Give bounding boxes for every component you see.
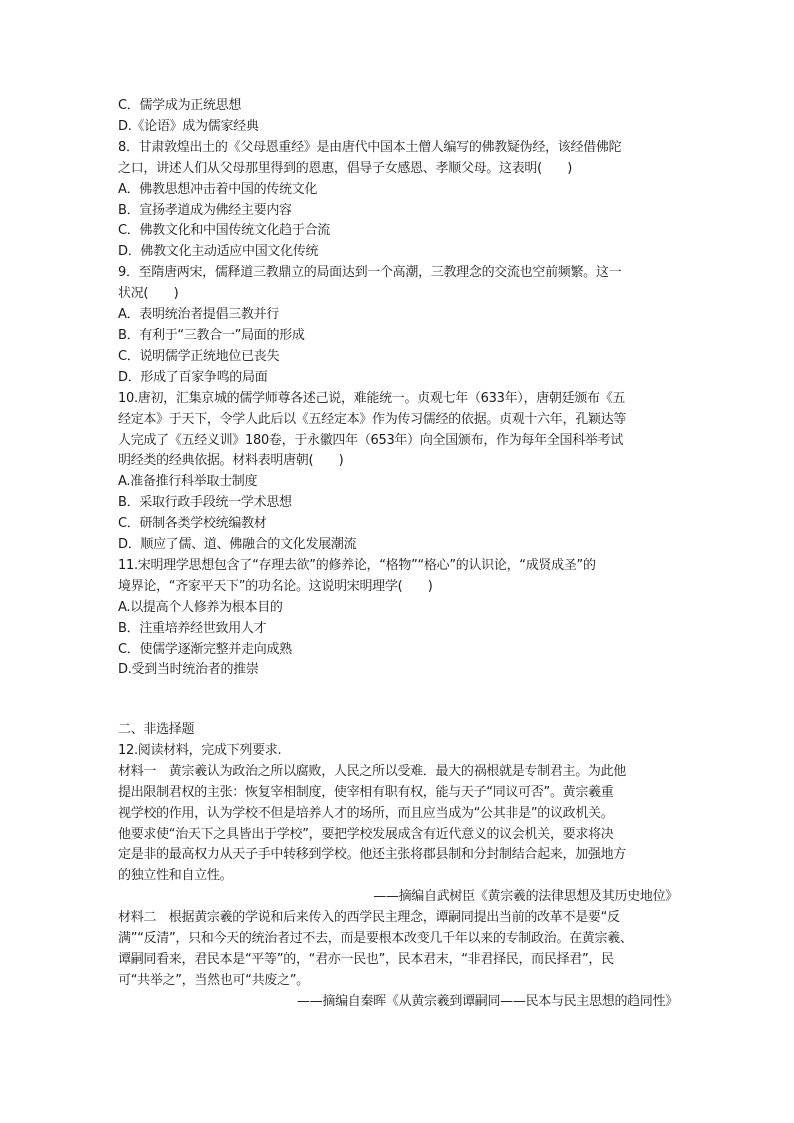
question-10-stem-line4: 明经类的经典依据。材料表明唐朝( ) [118,453,344,469]
question-10-stem-line3: 人完成了《五经义训》180卷，于永徽四年（653年）向全国颁布，作为每年全国科举考试 [118,432,624,448]
material-2-line2: 满”“反清”，只和今天的统治者过不去，而是要根本改变几千年以来的专制政治。在黄宗羲、 [118,931,633,947]
material-2-line1: 材料二 根据黄宗羲的学说和后来传入的西学民主理念，谭嗣同提出当前的改革不是要“反 [118,910,620,926]
material-1-source: ——摘编自武树臣《黄宗羲的法律思想及其历史地位》 [373,889,678,905]
option-d-q11: D.受到当时统治者的推崇 [118,662,259,678]
option-b-q10: B．采取行政手段统一学术思想 [118,495,292,511]
option-a-q8: A．佛教思想冲击着中国的传统文化 [118,181,318,197]
material-1-line4: 他要求使“治天下之具皆出于学校”，要把学校发展成含有近代意义的议会机关，要求将决 [118,826,614,842]
material-1-line6: 的独立性和自立性。 [118,868,233,884]
option-a-q10: A.准备推行科举取士制度 [118,474,258,490]
option-d-q10: D．顺应了儒、道、佛融合的文化发展潮流 [118,537,357,553]
material-1-line1: 材料一 黄宗羲认为政治之所以腐败，人民之所以受难．最大的祸根就是专制君主。为此他 [118,763,627,779]
question-12-stem: 12.阅读材料，完成下列要求. [118,742,282,758]
question-10-stem-line1: 10.唐初，汇集京城的儒学师尊各述己说，难能统一。贞观七年（633年），唐朝廷颁布《五 [118,390,626,406]
option-c-q11: C．使儒学逐渐完整并走向成熟 [118,641,292,657]
question-9-stem-line2: 状况( ) [118,286,179,302]
option-c-q7: C．儒学成为正统思想 [118,98,242,113]
question-8-stem-line1: 8．甘肃敦煌出土的《父母恩重经》是由唐代中国本土僧人编写的佛教疑伪经，该经借佛陀 [118,139,622,155]
option-a-q9: A．表明统治者提倡三教并行 [118,307,279,323]
question-10-stem-line2: 经定本》于天下，令学人此后以《五经定本》作为传习儒经的依据。贞观十六年，孔颖达等 [118,411,627,427]
material-2-source: ——摘编自秦晖《从黄宗羲到谭嗣同——民本与民主思想的趋同性》 [296,993,678,1009]
option-c-q8: C．佛教文化和中国传统文化趋于合流 [118,223,330,239]
option-c-q10: C．研制各类学校统编教材 [118,516,267,532]
option-c-q9: C．说明儒学正统地位已丧失 [118,348,280,364]
material-1-line2: 提出限制君权的主张：恢复宰相制度，使宰相有职有权，能与天子“同议可否”。黄宗羲重 [118,784,614,800]
question-11-stem-line1: 11.宋明理学思想包含了“存理去欲”的修养论，“格物”“格心”的认识论，“成贤成圣”的 [118,557,596,573]
option-b-q8: B．宣扬孝道成为佛经主要内容 [118,202,292,218]
question-11-stem-line2: 境界论，“齐家平天下”的功名论。这说明宋明理学( ) [118,578,433,594]
question-9-stem-line1: 9．至隋唐两宋，儒释道三教鼎立的局面达到一个高潮，三教理念的交流也空前频繁。这一 [118,265,622,281]
question-8-stem-line2: 之口，讲述人们从父母那里得到的恩惠，倡导子女感恩、孝顺父母。这表明( ) [118,160,573,176]
non-choice-section [118,720,678,1013]
material-1-line5: 定是非的最高权力从天子手中转移到学校。他还主张将郡县制和分封制结合起来，加强地方 [118,847,627,863]
option-a-q11: A.以提高个人修养为根本目的 [118,599,283,615]
option-b-q9: B．有利于“三教合一”局面的形成 [118,327,305,343]
option-b-q11: B．注重培养经世致用人才 [118,620,267,636]
material-2-line3: 谭嗣同看来，君民本是“平等”的，“君亦一民也”，民本君末，“非君择民，而民择君”，民 [118,951,614,967]
option-d-q8: D．佛教文化主动适应中国文化传统 [118,244,319,260]
option-d-q9: D．形成了百家争鸣的局面 [118,369,268,385]
multiple-choice-section [118,96,678,681]
section-heading: 二、非选择题 [118,722,195,737]
material-1-line3: 视学校的作用，认为学校不但是培养人才的场所，而且应当成为“公其非是”的议政机关。 [118,805,614,821]
option-d-q7: D.《论语》成为儒家经典 [118,118,259,134]
material-2-line4: 可“共举之”，当然也可“共废之”。 [118,972,309,988]
